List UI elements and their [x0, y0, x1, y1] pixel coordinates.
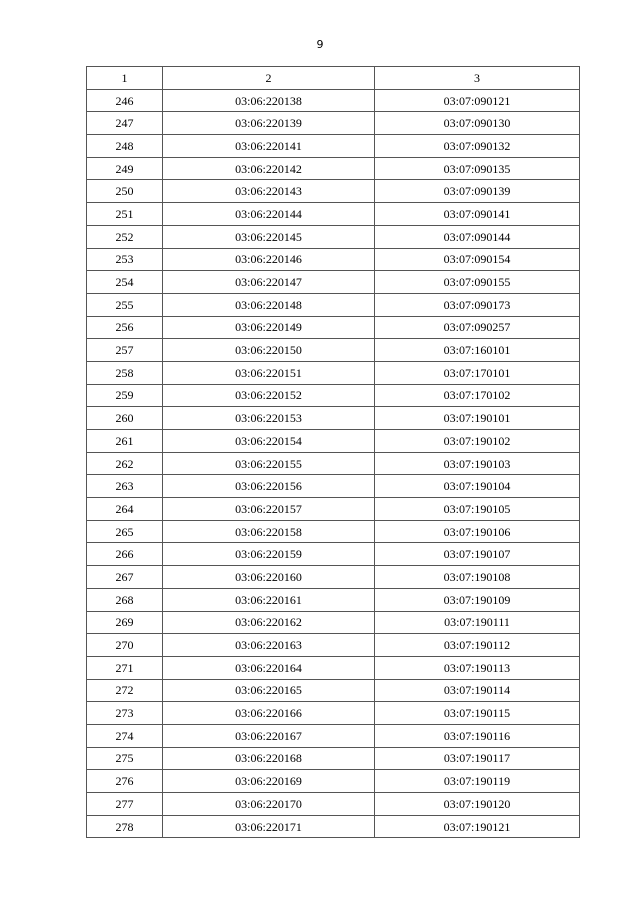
table-body	[87, 89, 580, 838]
row-number-cell: 272	[87, 679, 163, 702]
column-header-2: 2	[163, 67, 375, 90]
code-cell-2: 03:06:220149	[163, 316, 375, 339]
data-table	[86, 66, 580, 838]
row-number-cell: 250	[87, 180, 163, 203]
table-row	[87, 702, 580, 725]
table-row	[87, 248, 580, 271]
code-cell-3: 03:07:190105	[375, 498, 580, 521]
code-cell-2: 03:06:220165	[163, 679, 375, 702]
row-number-cell: 275	[87, 747, 163, 770]
row-number-cell: 262	[87, 452, 163, 475]
row-number-cell: 260	[87, 407, 163, 430]
row-number-cell: 276	[87, 770, 163, 793]
code-cell-3: 03:07:190116	[375, 724, 580, 747]
table-row	[87, 656, 580, 679]
row-number-cell: 248	[87, 135, 163, 158]
row-number-cell: 259	[87, 384, 163, 407]
page-number: 9	[316, 38, 324, 51]
table-row	[87, 566, 580, 589]
code-cell-2: 03:06:220167	[163, 724, 375, 747]
code-cell-3: 03:07:090121	[375, 89, 580, 112]
code-cell-2: 03:06:220155	[163, 452, 375, 475]
row-number-cell: 247	[87, 112, 163, 135]
row-number-cell: 271	[87, 656, 163, 679]
code-cell-2: 03:06:220164	[163, 656, 375, 679]
code-cell-2: 03:06:220170	[163, 793, 375, 816]
table-row	[87, 361, 580, 384]
row-number-cell: 264	[87, 498, 163, 521]
code-cell-3: 03:07:190117	[375, 747, 580, 770]
code-cell-3: 03:07:190120	[375, 793, 580, 816]
table-row	[87, 520, 580, 543]
code-cell-3: 03:07:090135	[375, 157, 580, 180]
table-row	[87, 407, 580, 430]
code-cell-2: 03:06:220162	[163, 611, 375, 634]
code-cell-2: 03:06:220147	[163, 271, 375, 294]
code-cell-3: 03:07:190102	[375, 430, 580, 453]
row-number-cell: 273	[87, 702, 163, 725]
table-row	[87, 112, 580, 135]
code-cell-3: 03:07:190109	[375, 588, 580, 611]
code-cell-3: 03:07:190112	[375, 634, 580, 657]
table-row	[87, 679, 580, 702]
row-number-cell: 246	[87, 89, 163, 112]
row-number-cell: 278	[87, 815, 163, 838]
code-cell-3: 03:07:190101	[375, 407, 580, 430]
row-number-cell: 256	[87, 316, 163, 339]
code-cell-2: 03:06:220153	[163, 407, 375, 430]
table-row	[87, 180, 580, 203]
row-number-cell: 267	[87, 566, 163, 589]
row-number-cell: 263	[87, 475, 163, 498]
code-cell-2: 03:06:220157	[163, 498, 375, 521]
row-number-cell: 253	[87, 248, 163, 271]
code-cell-3: 03:07:190103	[375, 452, 580, 475]
code-cell-3: 03:07:090257	[375, 316, 580, 339]
table-row	[87, 271, 580, 294]
row-number-cell: 265	[87, 520, 163, 543]
table-header-row	[87, 67, 580, 90]
code-cell-3: 03:07:090155	[375, 271, 580, 294]
row-number-cell: 251	[87, 203, 163, 226]
table-row	[87, 316, 580, 339]
code-cell-2: 03:06:220163	[163, 634, 375, 657]
table-row	[87, 634, 580, 657]
code-cell-3: 03:07:090141	[375, 203, 580, 226]
code-cell-2: 03:06:220145	[163, 225, 375, 248]
table-row	[87, 135, 580, 158]
code-cell-3: 03:07:190111	[375, 611, 580, 634]
code-cell-2: 03:06:220139	[163, 112, 375, 135]
code-cell-3: 03:07:190115	[375, 702, 580, 725]
row-number-cell: 261	[87, 430, 163, 453]
code-cell-3: 03:07:090144	[375, 225, 580, 248]
column-header-3: 3	[375, 67, 580, 90]
code-cell-3: 03:07:170101	[375, 361, 580, 384]
table-row	[87, 475, 580, 498]
table-row	[87, 225, 580, 248]
code-cell-3: 03:07:090154	[375, 248, 580, 271]
code-cell-2: 03:06:220161	[163, 588, 375, 611]
code-cell-3: 03:07:090139	[375, 180, 580, 203]
table-row	[87, 724, 580, 747]
column-header-1: 1	[87, 67, 163, 90]
code-cell-2: 03:06:220151	[163, 361, 375, 384]
code-cell-2: 03:06:220142	[163, 157, 375, 180]
row-number-cell: 255	[87, 293, 163, 316]
code-cell-2: 03:06:220166	[163, 702, 375, 725]
code-cell-2: 03:06:220168	[163, 747, 375, 770]
code-cell-3: 03:07:190114	[375, 679, 580, 702]
table-row	[87, 770, 580, 793]
code-cell-2: 03:06:220141	[163, 135, 375, 158]
table-row	[87, 815, 580, 838]
row-number-cell: 268	[87, 588, 163, 611]
code-cell-2: 03:06:220150	[163, 339, 375, 362]
table-row	[87, 498, 580, 521]
table-row	[87, 543, 580, 566]
code-cell-2: 03:06:220160	[163, 566, 375, 589]
code-cell-3: 03:07:170102	[375, 384, 580, 407]
code-cell-3: 03:07:190107	[375, 543, 580, 566]
table-row	[87, 430, 580, 453]
code-cell-3: 03:07:090132	[375, 135, 580, 158]
row-number-cell: 249	[87, 157, 163, 180]
code-cell-2: 03:06:220159	[163, 543, 375, 566]
code-cell-3: 03:07:190113	[375, 656, 580, 679]
row-number-cell: 266	[87, 543, 163, 566]
table-row	[87, 157, 580, 180]
table-row	[87, 452, 580, 475]
code-cell-2: 03:06:220171	[163, 815, 375, 838]
row-number-cell: 258	[87, 361, 163, 384]
row-number-cell: 269	[87, 611, 163, 634]
table-row	[87, 588, 580, 611]
code-cell-2: 03:06:220143	[163, 180, 375, 203]
code-cell-2: 03:06:220156	[163, 475, 375, 498]
code-cell-3: 03:07:090130	[375, 112, 580, 135]
code-cell-3: 03:07:090173	[375, 293, 580, 316]
row-number-cell: 274	[87, 724, 163, 747]
row-number-cell: 270	[87, 634, 163, 657]
table-row	[87, 89, 580, 112]
row-number-cell: 257	[87, 339, 163, 362]
table-row	[87, 611, 580, 634]
table-row	[87, 384, 580, 407]
code-cell-3: 03:07:190106	[375, 520, 580, 543]
code-cell-3: 03:07:190119	[375, 770, 580, 793]
code-cell-3: 03:07:190108	[375, 566, 580, 589]
code-cell-2: 03:06:220148	[163, 293, 375, 316]
table-row	[87, 203, 580, 226]
table-row	[87, 747, 580, 770]
code-cell-2: 03:06:220158	[163, 520, 375, 543]
code-cell-3: 03:07:190121	[375, 815, 580, 838]
code-cell-2: 03:06:220169	[163, 770, 375, 793]
table-row	[87, 793, 580, 816]
code-cell-2: 03:06:220154	[163, 430, 375, 453]
code-cell-2: 03:06:220146	[163, 248, 375, 271]
table-row	[87, 339, 580, 362]
code-cell-2: 03:06:220138	[163, 89, 375, 112]
row-number-cell: 252	[87, 225, 163, 248]
table-row	[87, 293, 580, 316]
code-cell-3: 03:07:160101	[375, 339, 580, 362]
row-number-cell: 254	[87, 271, 163, 294]
row-number-cell: 277	[87, 793, 163, 816]
code-cell-2: 03:06:220152	[163, 384, 375, 407]
code-cell-3: 03:07:190104	[375, 475, 580, 498]
code-cell-2: 03:06:220144	[163, 203, 375, 226]
